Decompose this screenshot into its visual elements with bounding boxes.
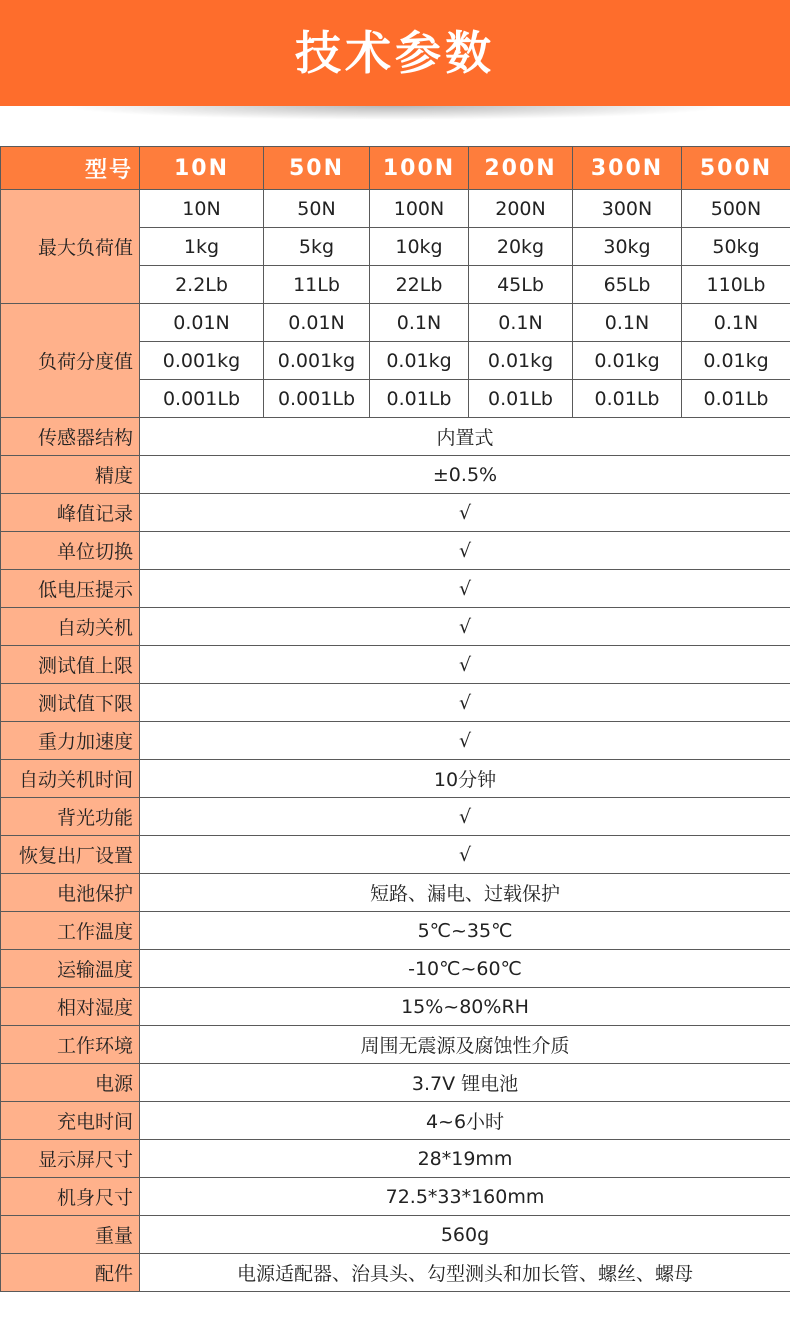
table-cell: 0.01kg [469, 342, 573, 380]
table-cell: 1kg [140, 228, 264, 266]
spec-row [1, 874, 790, 912]
spec-row [1, 494, 790, 532]
table-cell: 0.1N [573, 304, 682, 342]
table-cell: 45Lb [469, 266, 573, 304]
spec-value: √ [140, 494, 790, 532]
table-cell: 0.001kg [264, 342, 370, 380]
spec-row [1, 1216, 790, 1254]
spec-value: √ [140, 608, 790, 646]
spec-value: √ [140, 684, 790, 722]
spec-value: 10分钟 [140, 760, 790, 798]
spec-label: 电源 [1, 1064, 140, 1102]
table-cell: 0.01kg [573, 342, 682, 380]
spec-value: √ [140, 532, 790, 570]
max-load-row [1, 190, 790, 228]
table-cell: 0.01Lb [682, 380, 790, 418]
spec-value: √ [140, 722, 790, 760]
spec-row [1, 418, 790, 456]
table-cell: 0.1N [370, 304, 469, 342]
spec-value: √ [140, 570, 790, 608]
spec-value: √ [140, 836, 790, 874]
spec-label: 传感器结构 [1, 418, 140, 456]
table-cell: 110Lb [682, 266, 790, 304]
spec-table [0, 146, 790, 1292]
table-cell: 65Lb [573, 266, 682, 304]
table-cell: 500N [682, 190, 790, 228]
spec-label: 机身尺寸 [1, 1178, 140, 1216]
header-model: 10N [140, 147, 264, 190]
spec-value: 3.7V 锂电池 [140, 1064, 790, 1102]
spec-row [1, 1102, 790, 1140]
spec-row [1, 684, 790, 722]
table-cell: 0.001Lb [264, 380, 370, 418]
header-label: 型号 [1, 147, 140, 190]
spec-label: 运输温度 [1, 950, 140, 988]
table-cell: 30kg [573, 228, 682, 266]
header-model: 50N [264, 147, 370, 190]
spec-row [1, 912, 790, 950]
spec-value: -10℃~60℃ [140, 950, 790, 988]
header-model: 300N [573, 147, 682, 190]
spec-value: 5℃~35℃ [140, 912, 790, 950]
header-model: 200N [469, 147, 573, 190]
spec-label: 峰值记录 [1, 494, 140, 532]
spec-value: 4~6小时 [140, 1102, 790, 1140]
spec-row [1, 1026, 790, 1064]
table-cell: 2.2Lb [140, 266, 264, 304]
spec-label: 测试值下限 [1, 684, 140, 722]
spec-row [1, 646, 790, 684]
spec-label: 重量 [1, 1216, 140, 1254]
spec-value: ±0.5% [140, 456, 790, 494]
table-cell: 0.01N [140, 304, 264, 342]
spec-label: 测试值上限 [1, 646, 140, 684]
table-cell: 50kg [682, 228, 790, 266]
spec-value: 28*19mm [140, 1140, 790, 1178]
spec-label: 自动关机时间 [1, 760, 140, 798]
table-cell: 0.001kg [140, 342, 264, 380]
spec-value: √ [140, 646, 790, 684]
spec-value: 15%~80%RH [140, 988, 790, 1026]
spec-value: 72.5*33*160mm [140, 1178, 790, 1216]
spec-row [1, 532, 790, 570]
table-cell: 0.01Lb [370, 380, 469, 418]
spec-label: 重力加速度 [1, 722, 140, 760]
spec-label: 精度 [1, 456, 140, 494]
spec-value: 电源适配器、治具头、勾型测头和加长管、螺丝、螺母 [140, 1254, 790, 1292]
spec-row [1, 836, 790, 874]
spec-label: 工作环境 [1, 1026, 140, 1064]
spec-label: 自动关机 [1, 608, 140, 646]
table-cell: 11Lb [264, 266, 370, 304]
spec-value: 周围无震源及腐蚀性介质 [140, 1026, 790, 1064]
spec-value: 短路、漏电、过载保护 [140, 874, 790, 912]
spec-row [1, 798, 790, 836]
table-cell: 0.01Lb [573, 380, 682, 418]
spec-label: 工作温度 [1, 912, 140, 950]
banner-shadow [60, 106, 730, 120]
table-cell: 0.1N [682, 304, 790, 342]
spec-row [1, 456, 790, 494]
resolution-row [1, 304, 790, 342]
spec-row [1, 1254, 790, 1292]
table-cell: 0.01N [264, 304, 370, 342]
spec-label: 单位切换 [1, 532, 140, 570]
spec-row [1, 1178, 790, 1216]
spec-row [1, 570, 790, 608]
table-cell: 0.1N [469, 304, 573, 342]
table-cell: 0.01Lb [469, 380, 573, 418]
spec-label: 背光功能 [1, 798, 140, 836]
table-cell: 200N [469, 190, 573, 228]
table-cell: 22Lb [370, 266, 469, 304]
table-cell: 20kg [469, 228, 573, 266]
spec-label: 配件 [1, 1254, 140, 1292]
spec-label: 相对湿度 [1, 988, 140, 1026]
table-cell: 0.01kg [370, 342, 469, 380]
resolution-label: 负荷分度值 [1, 304, 140, 418]
page-title: 技术参数 [295, 26, 495, 80]
table-cell: 100N [370, 190, 469, 228]
spec-value: 内置式 [140, 418, 790, 456]
table-cell: 10N [140, 190, 264, 228]
header-model: 100N [370, 147, 469, 190]
spec-row [1, 1140, 790, 1178]
header-row [1, 147, 790, 190]
spec-row [1, 722, 790, 760]
spec-row [1, 608, 790, 646]
spec-value: 560g [140, 1216, 790, 1254]
spec-row [1, 950, 790, 988]
table-cell: 300N [573, 190, 682, 228]
table-cell: 0.001Lb [140, 380, 264, 418]
spec-row [1, 1064, 790, 1102]
spec-value: √ [140, 798, 790, 836]
table-cell: 50N [264, 190, 370, 228]
spec-label: 低电压提示 [1, 570, 140, 608]
table-cell: 5kg [264, 228, 370, 266]
spec-row [1, 988, 790, 1026]
header-model: 500N [682, 147, 790, 190]
spec-label: 恢复出厂设置 [1, 836, 140, 874]
table-cell: 0.01kg [682, 342, 790, 380]
spec-label: 显示屏尺寸 [1, 1140, 140, 1178]
table-cell: 10kg [370, 228, 469, 266]
spec-label: 电池保护 [1, 874, 140, 912]
spec-label: 充电时间 [1, 1102, 140, 1140]
max-load-label: 最大负荷值 [1, 190, 140, 304]
spec-row [1, 760, 790, 798]
